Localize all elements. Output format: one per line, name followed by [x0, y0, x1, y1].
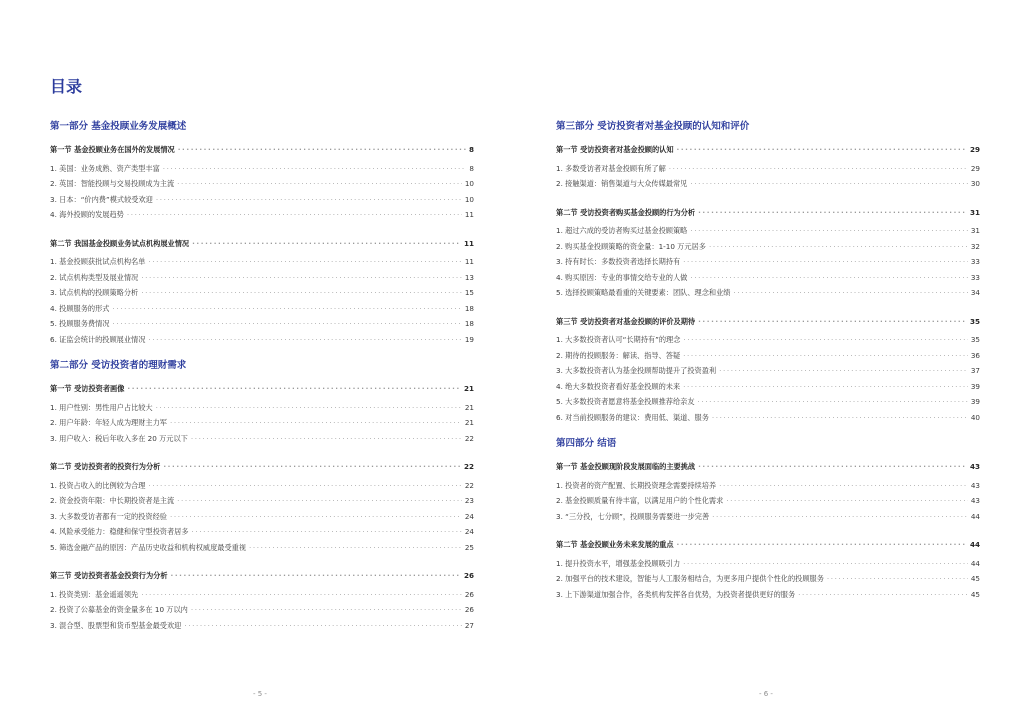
dot-leader	[148, 478, 461, 494]
toc-item-entry[interactable]	[556, 161, 980, 177]
toc-item-page: 22	[464, 433, 474, 443]
toc-item-entry[interactable]	[556, 223, 980, 239]
toc-section	[556, 205, 980, 301]
dot-leader	[698, 314, 967, 330]
dot-leader	[249, 540, 462, 556]
toc-item-entry[interactable]	[556, 254, 980, 270]
dot-leader	[148, 254, 461, 270]
toc-item-entry[interactable]	[50, 540, 474, 556]
toc-item-page: 21	[464, 418, 474, 427]
dot-leader	[683, 348, 968, 364]
dot-leader	[170, 509, 462, 525]
toc-section-page: 22	[463, 462, 474, 471]
dot-leader	[690, 223, 968, 239]
toc-item-title: 3. 试点机构的投顾策略分析	[50, 288, 139, 297]
toc-title: 目录	[50, 77, 83, 96]
toc-item-title: 1. 大多数投资者认可“长期持有”的理念	[556, 335, 681, 344]
toc-item-page: 40	[970, 412, 980, 422]
toc-item-page: 11	[464, 210, 474, 219]
page-number-left: - 5 -	[253, 690, 267, 698]
dot-leader	[127, 381, 461, 397]
toc-section-page: 31	[969, 207, 980, 217]
dot-leader	[709, 239, 968, 255]
toc-item-page: 35	[970, 335, 980, 344]
dot-leader	[827, 571, 968, 587]
toc-section-page: 8	[468, 145, 474, 154]
toc-section-title: 第二节 我国基金投顾业务试点机构展业情况	[50, 238, 190, 248]
dot-leader	[163, 161, 467, 177]
toc-item-entry[interactable]	[556, 270, 980, 286]
toc-item-entry[interactable]	[556, 332, 980, 348]
toc-part-heading: 第二部分 受访投资者的理财需求	[50, 360, 187, 371]
toc-item-entry[interactable]	[50, 618, 474, 634]
toc-item-title: 5. 大多数投资者愿意将基金投顾推荐给亲友	[556, 397, 695, 406]
toc-item-title: 1. 投资者的资产配置、长期投资理念需要持续培养	[556, 480, 717, 490]
toc-item-page: 18	[464, 319, 474, 328]
toc-item-page: 45	[970, 574, 980, 583]
toc-item-entry[interactable]	[556, 509, 980, 525]
toc-section-title: 第三节 受访投资者对基金投顾的评价及期待	[556, 316, 696, 326]
dot-leader	[177, 176, 462, 192]
dot-leader	[712, 410, 968, 426]
dot-leader	[726, 493, 968, 509]
toc-item-entry[interactable]	[50, 602, 474, 618]
dot-leader	[141, 270, 462, 286]
dot-leader	[698, 394, 968, 410]
toc-section-title: 第二节 受访投资者的投资行为分析	[50, 462, 161, 471]
toc-item-entry[interactable]	[556, 176, 980, 192]
toc-item-title: 1. 基金投顾获批试点机构名单	[50, 257, 146, 266]
toc-item-title: 2. 期待的投顾服务：解读、指导、答疑	[556, 350, 681, 360]
toc-item-entry[interactable]	[50, 332, 474, 348]
toc-item-entry[interactable]	[556, 571, 980, 587]
toc-item-title: 4. 海外投顾的发展趋势	[50, 210, 124, 219]
toc-section-entry[interactable]	[50, 381, 474, 397]
toc-item-page: 34	[970, 288, 980, 297]
toc-item-title: 1. 多数受访者对基金投顾有所了解	[556, 163, 666, 173]
dot-leader	[677, 537, 967, 553]
toc-item-page: 27	[464, 620, 474, 630]
dot-leader	[690, 270, 968, 286]
toc-item-page: 32	[970, 241, 980, 251]
toc-item-entry[interactable]	[50, 207, 474, 223]
toc-item-page: 24	[464, 511, 474, 521]
toc-section	[50, 236, 474, 348]
toc-item-page: 26	[464, 605, 474, 614]
toc-part-heading: 第四部分 结语	[556, 438, 617, 449]
toc-item-title: 6. 证监会统计的投顾展业情况	[50, 334, 146, 344]
toc-item-title: 4. 购买原因：专业的事情交给专业的人做	[556, 272, 688, 282]
dot-leader	[141, 285, 462, 301]
dot-leader	[170, 415, 462, 431]
toc-item-page: 15	[464, 288, 474, 297]
dot-leader	[733, 285, 967, 301]
toc-item-title: 2. 试点机构类型及展业情况	[50, 272, 139, 282]
toc-item-page: 44	[970, 511, 980, 521]
toc-item-entry[interactable]	[50, 587, 474, 603]
toc-item-page: 43	[970, 480, 980, 490]
toc-item-page: 13	[464, 272, 474, 282]
dot-leader	[712, 509, 968, 525]
dot-leader	[192, 236, 461, 252]
toc-item-page: 26	[464, 589, 474, 599]
toc-item-page: 21	[464, 402, 474, 412]
dot-leader	[192, 524, 462, 540]
toc-item-entry[interactable]	[50, 161, 474, 177]
toc-item-page: 19	[464, 334, 474, 344]
toc-item-page: 24	[464, 527, 474, 536]
toc-item-title: 3. 持有时长：多数投资者选择长期持有	[556, 257, 681, 266]
toc-item-title: 1. 投资占收入的比例较为合理	[50, 480, 146, 490]
toc-section-page: 43	[969, 462, 980, 471]
toc-item-entry[interactable]	[50, 478, 474, 494]
toc-item-title: 2. 基金投顾质量有待丰富，以满足用户的个性化需求	[556, 496, 724, 505]
dot-leader	[698, 459, 967, 475]
toc-section-entry[interactable]	[556, 314, 980, 330]
toc-item-title: 3. 大多数受访者都有一定的投资经验	[50, 511, 167, 521]
toc-item-title: 5. 筛选金融产品的原因：产品历史收益和机构权威度最受重视	[50, 542, 247, 552]
toc-item-title: 2. 资金投资年限：中长期投资者是主流	[50, 496, 175, 505]
toc-section	[556, 142, 980, 192]
toc-item-entry[interactable]	[556, 239, 980, 255]
dot-leader	[690, 176, 968, 192]
dot-leader	[177, 493, 462, 509]
toc-item-page: 23	[464, 496, 474, 505]
toc-left-column	[50, 120, 474, 633]
toc-item-entry[interactable]	[556, 587, 980, 603]
toc-item-entry[interactable]	[556, 493, 980, 509]
dot-leader	[683, 254, 968, 270]
toc-item-page: 29	[970, 163, 980, 173]
toc-section-entry[interactable]	[556, 142, 980, 158]
toc-item-title: 1. 投资类别：基金遥遥领先	[50, 589, 139, 599]
toc-item-page: 31	[970, 226, 980, 235]
toc-section-page: 44	[969, 540, 980, 549]
toc-section	[50, 142, 474, 223]
toc-item-page: 8	[469, 163, 474, 173]
toc-item-title: 2. 英国：智能投顾与交易投顾成为主流	[50, 179, 175, 188]
toc-item-page: 33	[970, 257, 980, 266]
dot-leader	[683, 379, 968, 395]
toc-part-heading: 第一部分 基金投顾业务发展概述	[50, 121, 187, 132]
toc-section-page: 26	[463, 571, 474, 580]
toc-section	[556, 537, 980, 602]
dot-leader	[677, 142, 967, 158]
toc-item-entry[interactable]	[50, 316, 474, 332]
toc-item-page: 36	[970, 350, 980, 360]
toc-item-entry[interactable]	[556, 410, 980, 426]
toc-item-title: 2. 加强平台的技术建设，智能与人工服务相结合，为更多用户提供个性化的投顾服务	[556, 574, 824, 583]
toc-item-entry[interactable]	[50, 509, 474, 525]
dot-leader	[163, 459, 461, 475]
toc-section-entry[interactable]	[50, 236, 474, 252]
toc-item-entry[interactable]	[50, 176, 474, 192]
toc-section	[50, 568, 474, 633]
dot-leader	[141, 587, 462, 603]
toc-item-title: 3. 日本：“价内费”模式较受欢迎	[50, 194, 153, 204]
dot-leader	[112, 301, 461, 317]
toc-item-title: 2. 用户年龄：年轻人成为理财主力军	[50, 418, 167, 427]
dot-leader	[191, 602, 462, 618]
toc-item-entry[interactable]	[50, 431, 474, 447]
dot-leader	[698, 205, 967, 221]
toc-section-page: 29	[969, 145, 980, 154]
toc-item-title: 1. 美国：业务成熟、资产类型丰富	[50, 163, 160, 173]
toc-section	[556, 314, 980, 426]
toc-section-title: 第三节 受访投资者基金投资行为分析	[50, 571, 168, 580]
toc-item-entry[interactable]	[50, 493, 474, 509]
toc-item-title: 4. 投顾服务的形式	[50, 303, 110, 313]
toc-section-page: 35	[969, 316, 980, 326]
toc-item-entry[interactable]	[556, 478, 980, 494]
toc-item-title: 3. 混合型、股票型和货币型基金最受欢迎	[50, 620, 182, 630]
toc-item-page: 43	[970, 496, 980, 505]
toc-section-entry[interactable]	[556, 205, 980, 221]
toc-item-title: 4. 风险承受能力：稳健和保守型投资者居多	[50, 527, 189, 536]
toc-item-entry[interactable]	[50, 270, 474, 286]
dot-leader	[191, 431, 462, 447]
toc-item-title: 5. 选择投顾策略最看重的关键要素：团队、理念和业绩	[556, 288, 731, 297]
toc-part-heading: 第三部分 受访投资者对基金投顾的认知和评价	[556, 121, 750, 132]
dot-leader	[156, 400, 462, 416]
dot-leader	[798, 587, 968, 603]
toc-section	[50, 459, 474, 555]
dot-leader	[669, 161, 968, 177]
toc-section-title: 第二节 受访投资者购买基金投顾的行为分析	[556, 207, 696, 217]
toc-section-entry[interactable]	[50, 142, 474, 158]
toc-item-page: 44	[970, 558, 980, 568]
toc-section	[556, 459, 980, 524]
toc-item-page: 11	[464, 257, 474, 266]
dot-leader	[112, 316, 461, 332]
dot-leader	[184, 618, 462, 634]
dot-leader	[683, 556, 968, 572]
toc-item-title: 3. 大多数投资者认为基金投顾帮助提升了投资盈利	[556, 366, 717, 375]
dot-leader	[171, 568, 461, 584]
toc-item-entry[interactable]	[50, 524, 474, 540]
toc-item-entry[interactable]	[556, 556, 980, 572]
toc-item-title: 1. 用户性别：男性用户占比较大	[50, 402, 153, 412]
toc-item-page: 10	[464, 179, 474, 188]
toc-section-title: 第一节 受访投资者对基金投顾的认知	[556, 145, 674, 154]
toc-item-entry[interactable]	[50, 254, 474, 270]
toc-item-title: 3. 上下游渠道加强合作，各类机构发挥各自优势，为投资者提供更好的服务	[556, 589, 796, 599]
toc-item-entry[interactable]	[50, 301, 474, 317]
toc-item-page: 45	[970, 589, 980, 599]
toc-item-entry[interactable]	[556, 285, 980, 301]
toc-section-page: 11	[463, 238, 474, 248]
toc-section-entry[interactable]	[50, 459, 474, 475]
toc-item-title: 2. 购买基金投顾策略的资金量：1-10 万元居多	[556, 241, 706, 251]
toc-item-title: 2. 投资了公募基金的资金量多在 10 万以内	[50, 605, 188, 614]
toc-item-title: 2. 接触渠道：销售渠道与大众传媒最常见	[556, 179, 688, 188]
toc-item-title: 3. 用户收入：税后年收入多在 20 万元以下	[50, 433, 188, 443]
toc-item-entry[interactable]	[50, 192, 474, 208]
toc-item-page: 10	[464, 194, 474, 204]
toc-item-entry[interactable]	[50, 285, 474, 301]
toc-section-title: 第二节 基金投顾业务未来发展的重点	[556, 540, 674, 549]
toc-item-entry[interactable]	[556, 363, 980, 379]
toc-item-entry[interactable]	[556, 394, 980, 410]
dot-leader	[719, 478, 968, 494]
toc-item-page: 33	[970, 272, 980, 282]
toc-item-title: 1. 提升投资水平，增强基金投顾吸引力	[556, 558, 681, 568]
toc-item-title: 1. 超过六成的受访者购买过基金投顾策略	[556, 226, 688, 235]
toc-section-entry[interactable]	[556, 459, 980, 475]
toc-item-entry[interactable]	[50, 400, 474, 416]
toc-item-page: 18	[464, 303, 474, 313]
toc-item-title: 6. 对当前投顾服务的建议：费用低、渠道、服务	[556, 412, 709, 422]
toc-item-title: 4. 绝大多数投资者看好基金投顾的未来	[556, 381, 681, 391]
toc-section-entry[interactable]	[556, 537, 980, 553]
toc-item-entry[interactable]	[50, 415, 474, 431]
dot-leader	[178, 142, 466, 158]
toc-item-page: 25	[464, 542, 474, 552]
toc-section-page: 21	[463, 384, 474, 393]
toc-item-page: 39	[970, 381, 980, 391]
toc-section	[50, 381, 474, 446]
toc-item-title: 3. “三分投，七分顾”，投顾服务需要进一步完善	[556, 511, 710, 521]
dot-leader	[148, 332, 461, 348]
toc-item-page: 22	[464, 480, 474, 490]
toc-section-title: 第一节 受访投资者画像	[50, 384, 125, 393]
toc-section-title: 第一节 基金投顾现阶段发展面临的主要挑战	[556, 462, 696, 471]
toc-item-title: 5. 投顾服务费情况	[50, 319, 110, 328]
toc-item-page: 39	[970, 397, 980, 406]
toc-section-title: 第一节 基金投顾业务在国外的发展情况	[50, 145, 175, 154]
dot-leader	[683, 332, 967, 348]
dot-leader	[719, 363, 968, 379]
dot-leader	[127, 207, 462, 223]
page-number-right: - 6 -	[759, 690, 773, 698]
toc-item-entry[interactable]	[556, 348, 980, 364]
toc-item-page: 30	[970, 179, 980, 188]
toc-item-entry[interactable]	[556, 379, 980, 395]
toc-item-page: 37	[970, 366, 980, 375]
toc-section-entry[interactable]	[50, 568, 474, 584]
toc-right-column	[556, 120, 980, 602]
dot-leader	[156, 192, 462, 208]
